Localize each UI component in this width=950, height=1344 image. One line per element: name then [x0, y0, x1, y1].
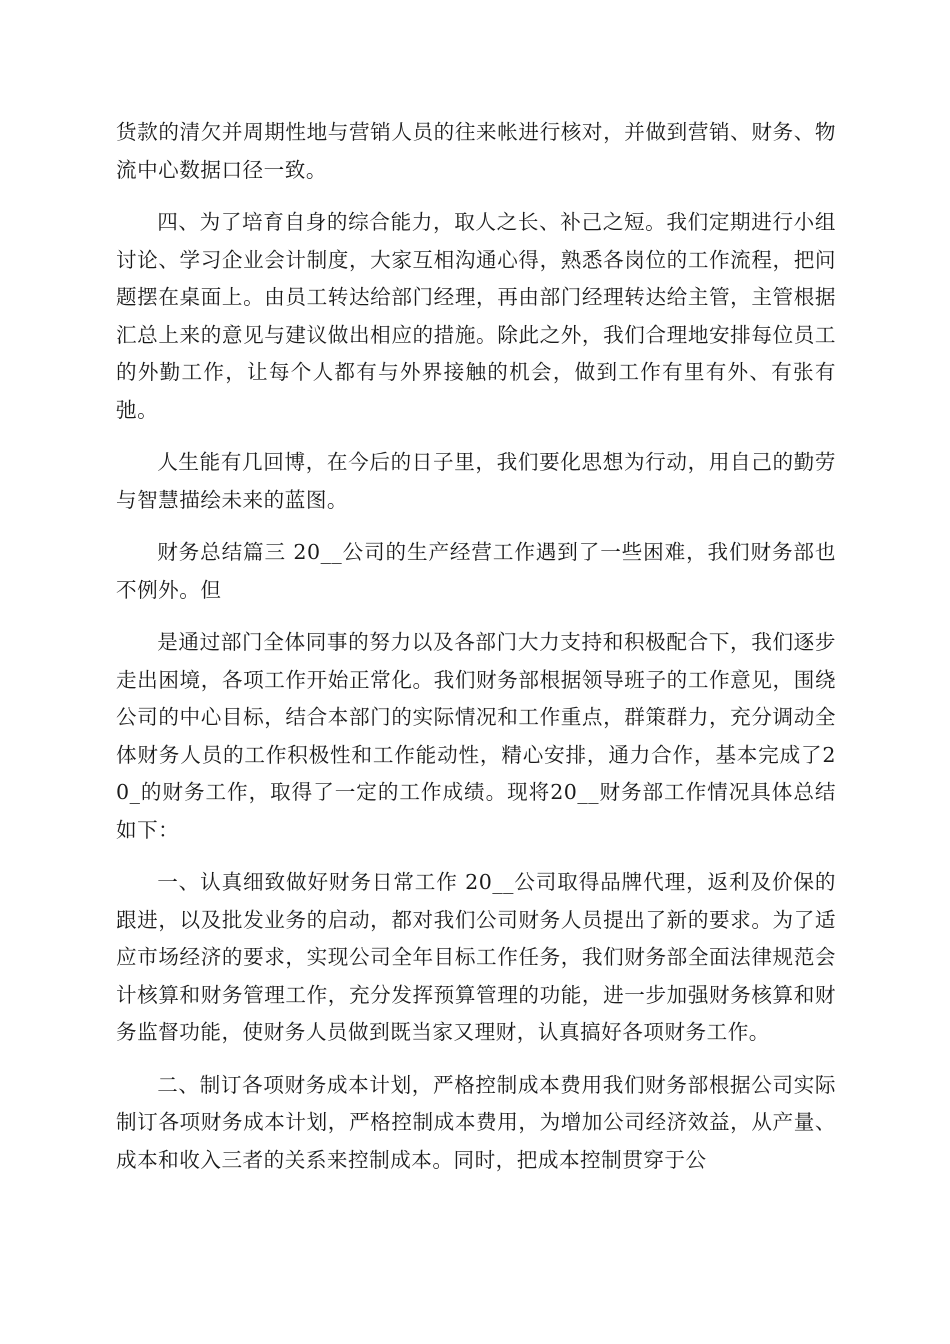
paragraph-section-one: 一、认真细致做好财务日常工作 20__公司取得品牌代理，返利及价保的跟进，以及批发业务的启动，都对我们公司财务人员提出了新的要求。为了适应市场经济的要求，实现公司全年目标工作任务，我们财务部全面法律规范会计核算和财务管理工作，充分发挥预算管理的功能，进一步加强财务核算和财务监督功能，使财务人员做到既当家又理财，认真搞好各项财务工作。: [116, 870, 836, 1044]
paragraph-intro: 是通过部门全体同事的努力以及各部门大力支持和积极配合下，我们逐步走出困境，各项工作开始正常化。我们财务部根据领导班子的工作意见，围绕公司的中心目标，结合本部门的实际情况和工作重点，群策群力，充分调动全体财务人员的工作积极性和工作能动性，精心安排，通力合作，基本完成了20_的财务工作，取得了一定的工作成绩。现将20__财务部工作情况具体总结如下：: [116, 630, 836, 842]
paragraph-continuation: 货款的清欠并周期性地与营销人员的往来帐进行核对，并做到营销、财务、物流中心数据口径一致。: [116, 120, 836, 182]
paragraph-section-four: 四、为了培育自身的综合能力，取人之长、补己之短。我们定期进行小组讨论、学习企业会计制度，大家互相沟通心得，熟悉各岗位的工作流程，把问题摆在桌面上。由员工转达给部门经理，再由部门经理转达给主管，主管根据汇总上来的意见与建议做出相应的措施。除此之外，我们合理地安排每位员工的外勤工作，让每个人都有与外界接触的机会，做到工作有里有外、有张有弛。: [116, 210, 836, 422]
document-page: [116, 114, 836, 1179]
paragraph-summary-three-heading: 财务总结篇三 20__公司的生产经营工作遇到了一些困难，我们财务部也不例外。但: [116, 540, 836, 602]
paragraph-closing: 人生能有几回博，在今后的日子里，我们要化思想为行动，用自己的勤劳与智慧描绘未来的蓝图。: [116, 450, 836, 512]
paragraph-section-two: 二、制订各项财务成本计划，严格控制成本费用我们财务部根据公司实际制订各项财务成本计划，严格控制成本费用，为增加公司经济效益，从产量、成本和收入三者的关系来控制成本。同时，把成本控制贯穿于公: [116, 1072, 836, 1172]
